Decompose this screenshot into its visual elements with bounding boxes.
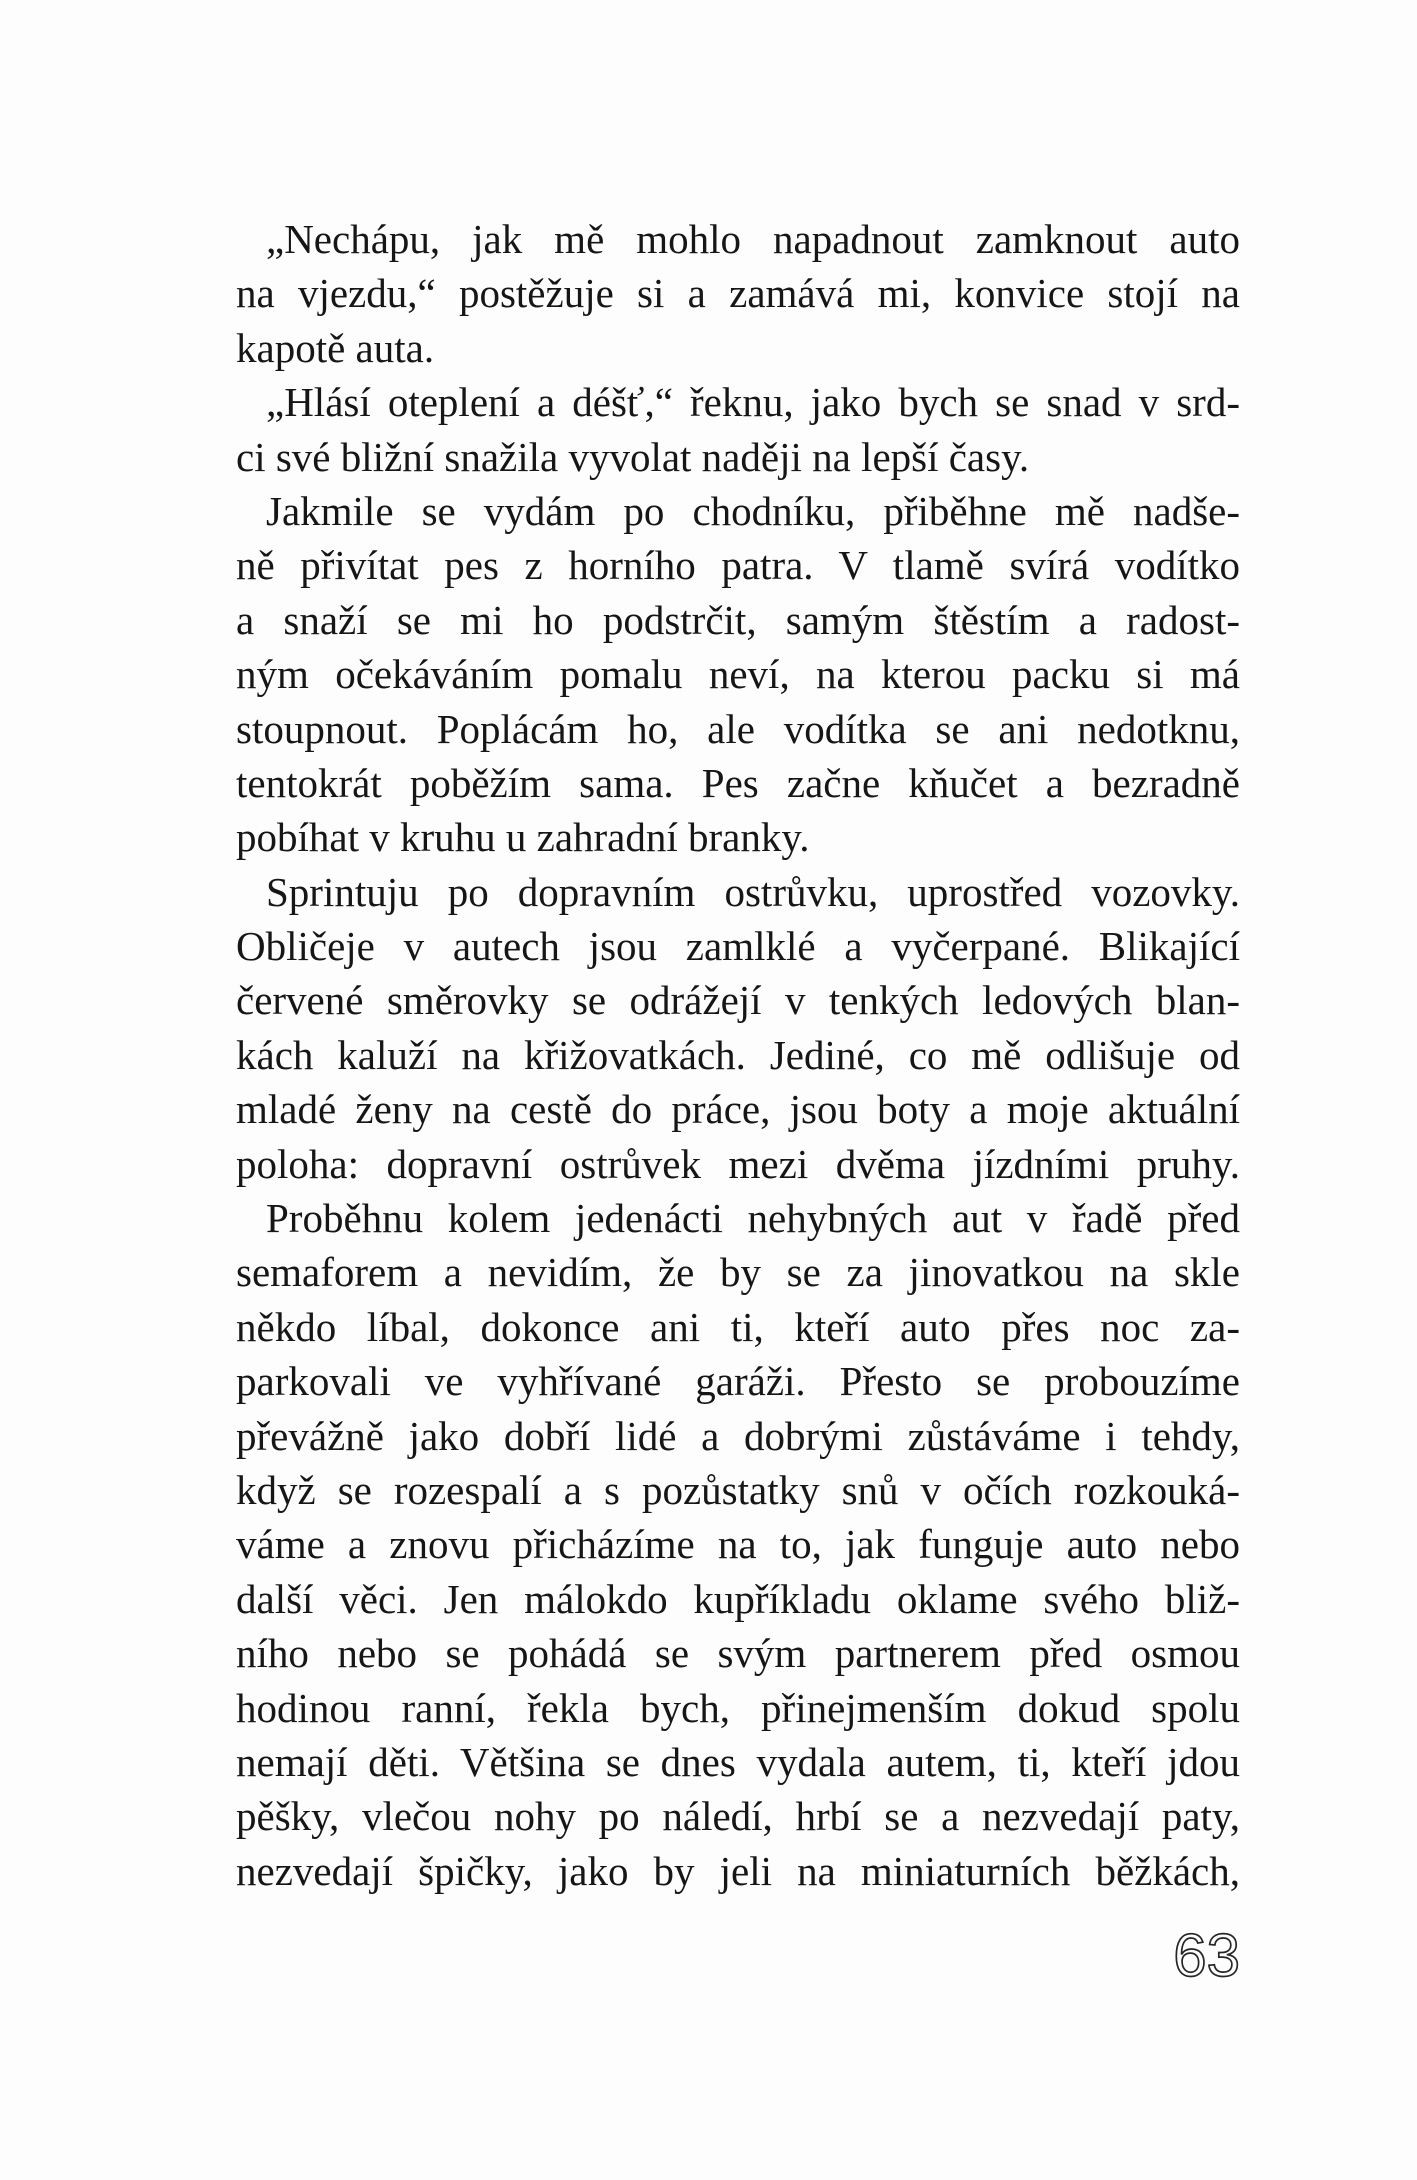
text-line: ně přivítat pes z horního patra. V tlamě svírá vodítko (236, 542, 1240, 589)
text-line: poloha: dopravní ostrůvek mezi dvěma jízdními pruhy. (236, 1140, 1240, 1187)
text-line: ního nebo se pohádá se svým partnerem před osmou (236, 1630, 1240, 1677)
text-line: stoupnout. Poplácám ho, ale vodítka se ani nedotknu, (236, 705, 1240, 752)
text-line: „Hlásí oteplení a déšť,“ řeknu, jako bych se snad v srd- (266, 379, 1240, 426)
text-line: Proběhnu kolem jedenácti nehybných aut v řadě před (266, 1195, 1240, 1242)
body-text (236, 212, 1240, 1898)
text-line: nezvedají špičky, jako by jeli na miniaturních běžkách, (236, 1847, 1240, 1894)
text-line: ci své bližní snažila vyvolat naději na lepší časy. (236, 433, 1030, 480)
text-line: váme a znovu přicházíme na to, jak funguje auto nebo (236, 1521, 1240, 1568)
text-line: pěšky, vlečou nohy po náledí, hrbí se a nezvedají paty, (236, 1793, 1240, 1840)
text-line: někdo líbal, dokonce ani ti, kteří auto přes noc za- (236, 1303, 1240, 1350)
text-line: na vjezdu,“ postěžuje si a zamává mi, konvice stojí na (236, 270, 1240, 317)
text-line: a snaží se mi ho podstrčit, samým štěstím a radost- (236, 596, 1240, 643)
text-line: převážně jako dobří lidé a dobrými zůstáváme i tehdy, (236, 1412, 1240, 1459)
text-line: nemají děti. Většina se dnes vydala autem, ti, kteří jdou (236, 1738, 1240, 1785)
text-line: kách kaluží na křižovatkách. Jediné, co mě odlišuje od (236, 1031, 1240, 1078)
text-line: Sprintuju po dopravním ostrůvku, uprostřed vozovky. (266, 868, 1240, 915)
text-line: kapotě auta. (236, 324, 435, 371)
text-line: když se rozespalí a s pozůstatky snů v očích rozkouká- (236, 1466, 1240, 1513)
text-line: ným očekáváním pomalu neví, na kterou packu si má (236, 651, 1240, 698)
text-line: mladé ženy na cestě do práce, jsou boty a moje aktuální (236, 1086, 1240, 1133)
text-line: „Nechápu, jak mě mohlo napadnout zamknout auto (266, 216, 1240, 262)
page-number: 63 (1173, 1922, 1240, 1989)
text-line: Obličeje v autech jsou zamlklé a vyčerpané. Blikající (236, 923, 1240, 970)
text-line: další věci. Jen málokdo kupříkladu oklame svého bliž- (236, 1575, 1240, 1622)
text-line: tentokrát poběžím sama. Pes začne kňučet a bezradně (236, 759, 1240, 806)
text-line: hodinou ranní, řekla bych, přinejmenším dokud spolu (236, 1684, 1240, 1731)
text-line: semaforem a nevidím, že by se za jinovatkou na skle (236, 1249, 1240, 1296)
text-line: parkovali ve vyhřívané garáži. Přesto se probouzíme (236, 1358, 1240, 1405)
text-line: červené směrovky se odrážejí v tenkých ledových blan- (236, 977, 1240, 1024)
text-line: Jakmile se vydám po chodníku, přiběhne mě nadše- (266, 487, 1240, 534)
text-line: pobíhat v kruhu u zahradní branky. (236, 814, 810, 861)
